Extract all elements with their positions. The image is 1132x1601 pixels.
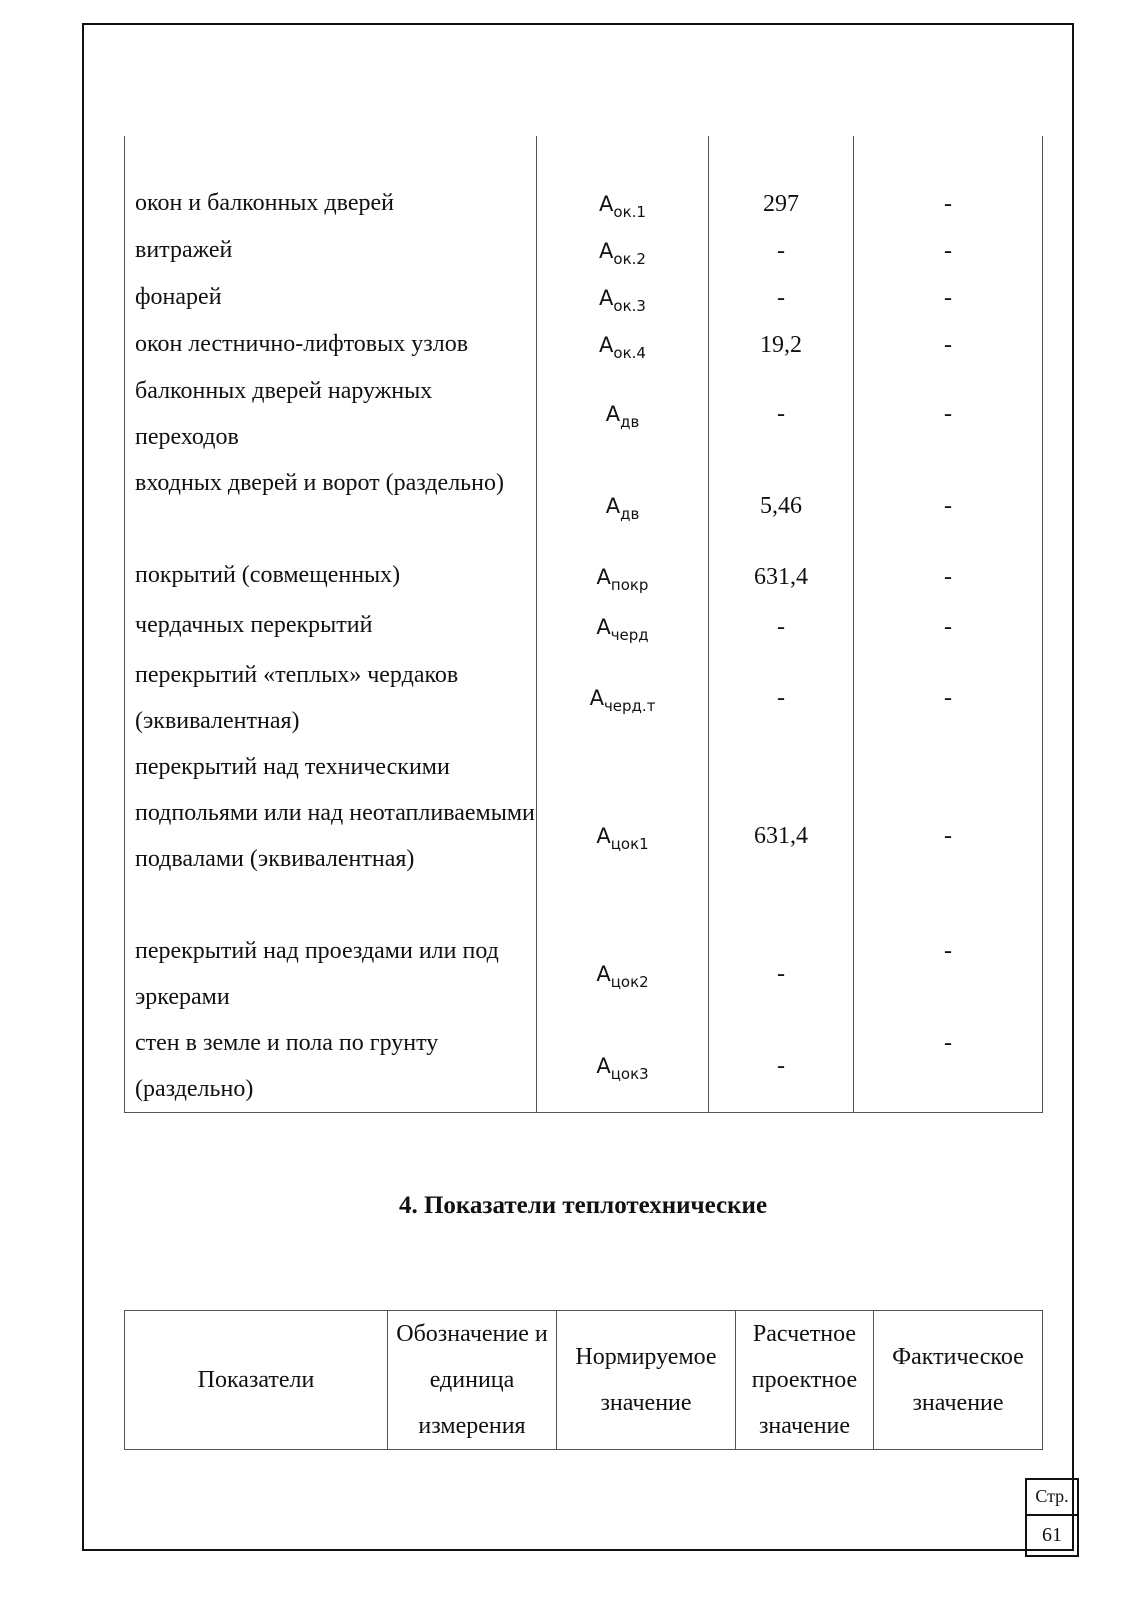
row-symbol: $А_{дв}$	[537, 460, 709, 552]
row-fact: -	[854, 321, 1043, 368]
col-header-indicators: Показатели	[125, 1311, 388, 1450]
row-fact: -	[854, 274, 1043, 321]
col-header-normative: Нормируемое значение	[557, 1311, 736, 1450]
row-name: перекрытий над техническими подпольями или над неотапливаемыми подвалами (эквивалентная)	[125, 744, 537, 928]
row-symbol: $А_{цок2}$	[537, 928, 709, 1020]
row-fact: -	[854, 552, 1043, 602]
row-symbol: $А_{ок.1}$	[537, 180, 709, 227]
table-row	[125, 552, 1043, 602]
row-name: чердачных перекрытий	[125, 602, 537, 652]
row-symbol: $А_{покр}$	[537, 552, 709, 602]
row-fact: -	[854, 744, 1043, 928]
row-symbol: $А_{цок1}$	[537, 744, 709, 928]
row-fact: -	[854, 368, 1043, 460]
row-symbol: $А_{ок.2}$	[537, 227, 709, 274]
table-row	[125, 368, 1043, 460]
page-number: 61	[1025, 1516, 1079, 1557]
table-row	[125, 180, 1043, 227]
row-name: балконных дверей наружных переходов	[125, 368, 537, 460]
table-row	[125, 321, 1043, 368]
table-row	[125, 136, 1043, 180]
col-header-calculated: Расчетное проектное значение	[736, 1311, 874, 1450]
row-symbol: $А_{дв}$	[537, 368, 709, 460]
row-fact: -	[854, 180, 1043, 227]
row-value: 19,2	[709, 321, 854, 368]
table-row	[125, 460, 1043, 552]
thermal-indicators-table	[124, 1310, 1043, 1450]
row-value: 5,46	[709, 460, 854, 552]
row-value: -	[709, 274, 854, 321]
row-fact: -	[854, 460, 1043, 552]
row-symbol: $А_{ок.4}$	[537, 321, 709, 368]
row-value: 297	[709, 180, 854, 227]
row-value: -	[709, 602, 854, 652]
row-name: перекрытий «теплых» чердаков (эквивалентная)	[125, 652, 537, 744]
row-name: стен в земле и пола по грунту (раздельно)	[125, 1020, 537, 1113]
row-name: покрытий (совмещенных)	[125, 552, 537, 602]
row-fact: -	[854, 602, 1043, 652]
table-row	[125, 602, 1043, 652]
table-header-row	[125, 1311, 1043, 1450]
table-row	[125, 928, 1043, 1020]
table-row	[125, 274, 1043, 321]
row-value: -	[709, 227, 854, 274]
row-fact: -	[854, 1020, 1043, 1113]
row-name: перекрытий над проездами или под эркерами	[125, 928, 537, 1020]
table-row	[125, 744, 1043, 928]
row-value: 631,4	[709, 552, 854, 602]
col-header-actual: Фактическое значение	[874, 1311, 1043, 1450]
table-row	[125, 652, 1043, 744]
row-value: -	[709, 1020, 854, 1113]
row-name: витражей	[125, 227, 537, 274]
row-value: -	[709, 368, 854, 460]
row-fact: -	[854, 928, 1043, 1020]
table-row	[125, 1020, 1043, 1113]
row-name: окон и балконных дверей	[125, 180, 537, 227]
row-value	[709, 136, 854, 180]
col-header-designation: Обозначение и единица измерения	[388, 1311, 557, 1450]
row-name: входных дверей и ворот (раздельно)	[125, 460, 537, 552]
row-value: -	[709, 928, 854, 1020]
table-row	[125, 227, 1043, 274]
row-symbol	[537, 136, 709, 180]
row-symbol: $А_{цок3}$	[537, 1020, 709, 1113]
row-fact	[854, 136, 1043, 180]
row-value: 631,4	[709, 744, 854, 928]
row-fact: -	[854, 652, 1043, 744]
page-stamp-label: Стр.	[1025, 1478, 1079, 1516]
row-symbol: $А_{ок.3}$	[537, 274, 709, 321]
section-heading: 4. Показатели теплотехнические	[398, 1192, 768, 1219]
row-symbol: $А_{черд}$	[537, 602, 709, 652]
row-name: фонарей	[125, 274, 537, 321]
row-fact: -	[854, 227, 1043, 274]
row-symbol: $А_{черд.т}$	[537, 652, 709, 744]
areas-table	[124, 136, 1043, 1113]
row-name	[125, 136, 537, 180]
row-name: окон лестнично-лифтовых узлов	[125, 321, 537, 368]
row-value: -	[709, 652, 854, 744]
